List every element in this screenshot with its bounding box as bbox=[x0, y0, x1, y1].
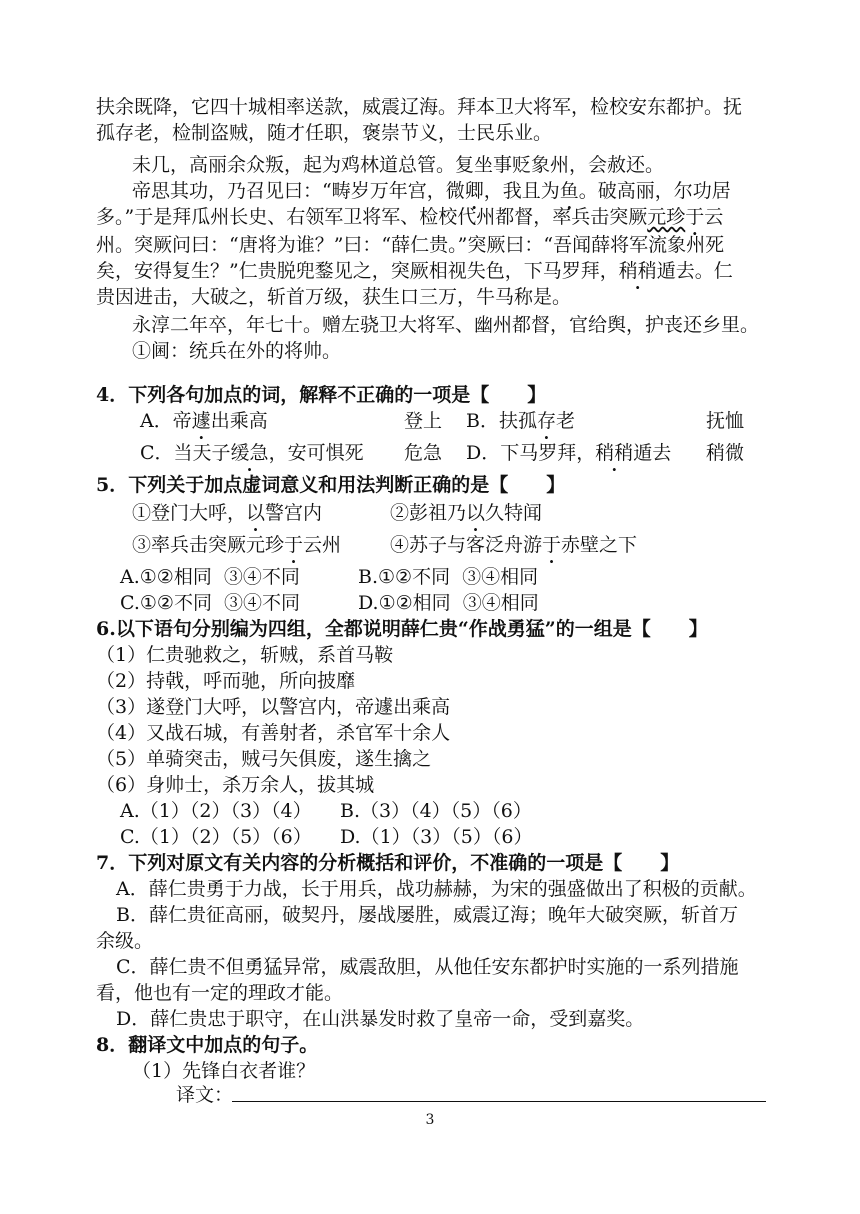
dotted-word: 于 bbox=[284, 534, 304, 556]
statement: （1）仁贵驰救之，斩贼，系首马鞍 bbox=[96, 644, 394, 666]
option-a: A．薛仁贵勇于力战，长于用兵，战功赫赫，为宋的强盛做出了积极的贡献。 bbox=[116, 878, 757, 900]
footnote: ①阃：统兵在外的将帅。 bbox=[132, 340, 342, 362]
text: ，安可惧死 bbox=[268, 442, 364, 464]
question-7-title: 7．下列对原文有关内容的分析概括和评价，不准确的一项是【 】 bbox=[96, 852, 680, 874]
passage-line: 贵因进击，大破之，斩首万级，获生口三万，牛马称是。 bbox=[96, 286, 572, 308]
dotted-word: 稍稍 bbox=[618, 260, 657, 282]
text: 久特闻 bbox=[485, 502, 543, 524]
text: 矣，安得复生？”仁贵脱兜鍪见之，突厥相视失色，下马罗拜， bbox=[96, 260, 619, 282]
option-label: B．扶孤 bbox=[466, 410, 537, 432]
item-1 bbox=[132, 500, 322, 526]
option-b: B．薛仁贵征高丽，破契丹，屡战屡胜，威震辽海；晚年大破突厥，斩首万 bbox=[116, 904, 738, 926]
text: 云 bbox=[704, 206, 724, 228]
passage-line: 永淳二年卒，年七十。赠左骁卫大将军、幽州都督，官给舆，护丧还乡里。 bbox=[132, 314, 760, 336]
question-8-title: 8．翻译文中加点的句子。 bbox=[96, 1034, 319, 1056]
dotted-word: 卿 bbox=[464, 180, 484, 202]
option-c: C．薛仁贵不但勇猛异常，威震敌胆，从他任安东都护时实施的一系列措施 bbox=[116, 956, 739, 978]
answer-line bbox=[232, 1101, 766, 1102]
text: ③率兵击突厥元珍 bbox=[132, 534, 285, 556]
option-a: A.①②相同 ③④不同 bbox=[120, 566, 300, 588]
option-d: D．薛仁贵忠于职守，在山洪暴发时救了皇帝一命，受到嘉奖。 bbox=[116, 1008, 645, 1030]
option-d-gloss: 稍微 bbox=[706, 442, 745, 464]
option-label: C．当天子 bbox=[140, 442, 231, 464]
option-label: A．帝 bbox=[140, 410, 192, 432]
text: 云州 bbox=[303, 534, 342, 556]
statement: （5）单骑突击，贼弓矢俱废，遂生擒之 bbox=[96, 748, 432, 770]
text: 多。”于是拜瓜州长史、右领军卫将军、检校代州都督，率兵击突厥 bbox=[96, 206, 648, 228]
statement: （3）遂登门大呼，以警宫内，帝遽出乘高 bbox=[96, 696, 451, 718]
passage-line: 未几，高丽余众叛，起为鸡林道总管。复坐事贬象州，会赦还。 bbox=[132, 154, 665, 176]
passage-line bbox=[96, 258, 733, 284]
dotted-word: 以 bbox=[246, 502, 266, 524]
text: ①登门大呼， bbox=[132, 502, 247, 524]
text: ，我且为 bbox=[483, 180, 560, 202]
passage-line: 扶余既降，它四十城相率送款，威震辽海。拜本卫大将军，检校安东都护。抚 bbox=[96, 96, 743, 118]
passage-line bbox=[96, 204, 723, 230]
passage-line bbox=[132, 178, 731, 204]
dotted-word: 于 bbox=[542, 534, 562, 556]
question-4-title: 4．下列各句加点的词，解释不正确的一项是【 】 bbox=[96, 384, 547, 406]
option-c: C.①②不同 ③④不同 bbox=[120, 592, 301, 614]
text: ②彭祖乃 bbox=[390, 502, 467, 524]
option-a-gloss: 登上 bbox=[404, 410, 443, 432]
item-2 bbox=[390, 500, 542, 526]
text: 警宫内 bbox=[265, 502, 323, 524]
option-d bbox=[466, 440, 671, 466]
option-b-continued: 余级。 bbox=[96, 930, 154, 952]
dotted-word: 遽 bbox=[191, 410, 211, 432]
text: 遁去 bbox=[633, 442, 672, 464]
option-b bbox=[466, 408, 575, 434]
text: 出乘高 bbox=[210, 410, 268, 432]
option-a: A.（1）（2）（3）（4） bbox=[120, 800, 312, 822]
option-b: B.①②不同 ③④相同 bbox=[358, 566, 539, 588]
text: 帝思其功，乃召见曰：“畴岁万年宫，微 bbox=[132, 180, 465, 202]
option-c-gloss: 危急 bbox=[404, 442, 443, 464]
answer-label: 译文： bbox=[176, 1084, 234, 1106]
page-number: 3 bbox=[425, 1112, 435, 1128]
option-label: D．下马罗拜， bbox=[466, 442, 596, 464]
item-3 bbox=[132, 532, 341, 558]
question-5-title: 5．下列关于加点虚词意义和用法判断正确的是【 】 bbox=[96, 474, 566, 496]
option-d: D.（1）（3）（5）（6） bbox=[340, 826, 533, 848]
text: ④苏子与客泛舟游 bbox=[390, 534, 543, 556]
text: 。破高丽，尔功居 bbox=[578, 180, 731, 202]
passage-line: 州。突厥问曰：“唐将为谁？”曰：“薛仁贵。”突厥曰：“吾闻薛将军流象州死 bbox=[96, 234, 725, 256]
option-b: B.（3）（4）（5）（6） bbox=[340, 800, 532, 822]
statement: （2）持戟，呼而驰，所向披靡 bbox=[96, 670, 356, 692]
question-6-title: 6.以下语句分别编为四组，全都说明薛仁贵“作战勇猛”的一组是【 】 bbox=[96, 618, 708, 640]
text: 遁去。仁 bbox=[656, 260, 733, 282]
dotted-word: 以 bbox=[466, 502, 486, 524]
option-a bbox=[140, 408, 268, 434]
wavy-underlined-name: 元珍 bbox=[647, 206, 686, 228]
option-c bbox=[140, 440, 364, 466]
passage-line: 孤存老，检制盗贼，随才任职，褒崇节义，士民乐业。 bbox=[96, 122, 553, 144]
text: 赤壁之下 bbox=[561, 534, 638, 556]
dotted-word: 稍稍 bbox=[595, 442, 634, 464]
dotted-word: 鱼 bbox=[559, 180, 579, 202]
option-d: D.①②相同 ③④相同 bbox=[358, 592, 539, 614]
text: 老 bbox=[555, 410, 575, 432]
option-c-continued: 看，他也有一定的理政才能。 bbox=[96, 982, 344, 1004]
item-4 bbox=[390, 532, 637, 558]
option-b-gloss: 抚恤 bbox=[706, 410, 745, 432]
option-c: C.（1）（2）（5）（6） bbox=[120, 826, 312, 848]
dotted-word: 缓急 bbox=[230, 442, 269, 464]
dotted-word: 于 bbox=[685, 206, 705, 228]
statement: （4）又战石城，有善射者，杀官军十余人 bbox=[96, 722, 451, 744]
translation-item: （1）先锋白衣者谁？ bbox=[132, 1060, 316, 1082]
dotted-word: 存 bbox=[536, 410, 556, 432]
statement: （6）身帅士，杀万余人，拔其城 bbox=[96, 774, 375, 796]
